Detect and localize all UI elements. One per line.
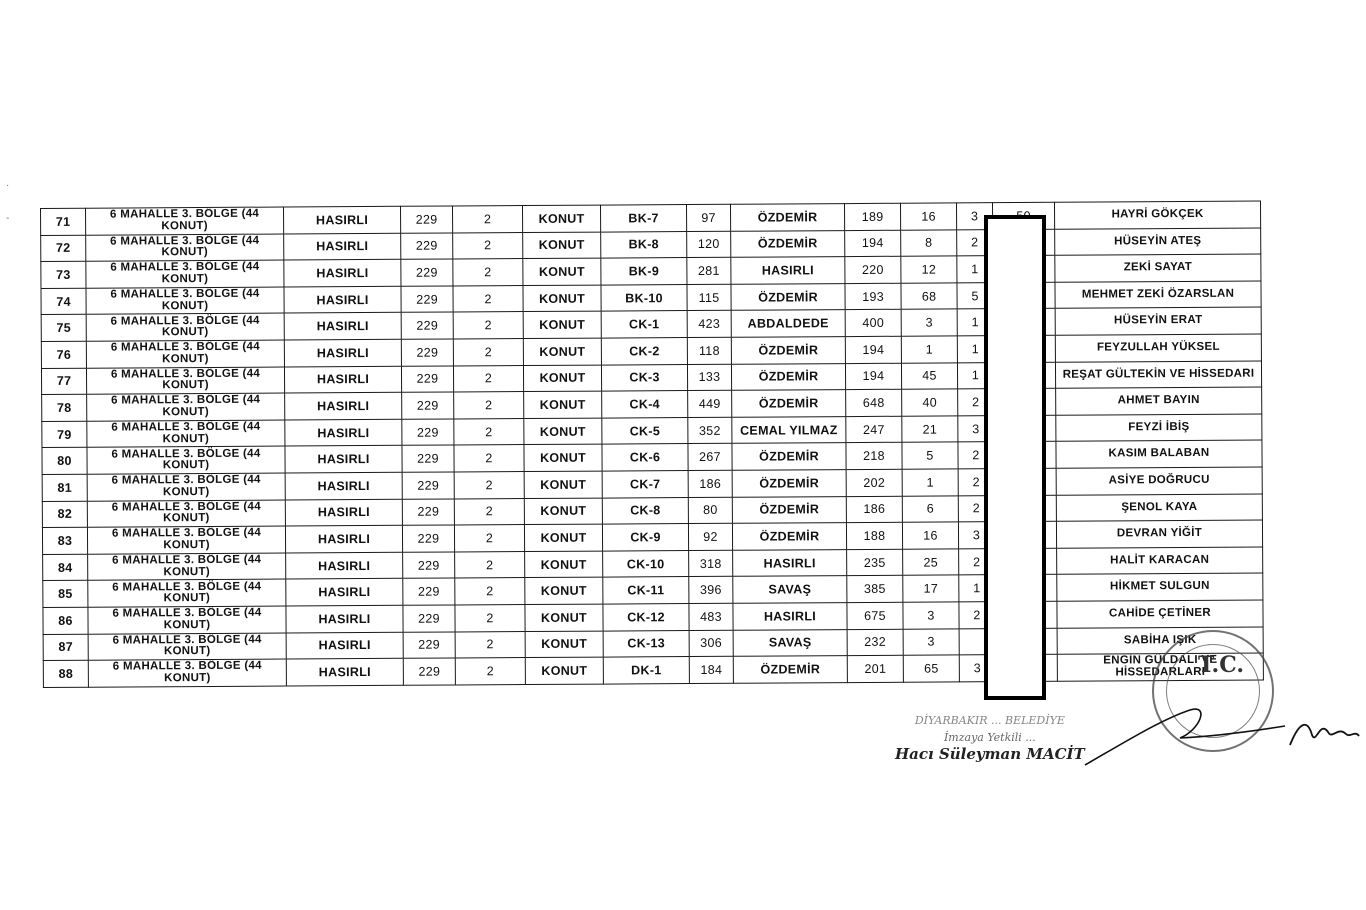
value3-cell: 1 (957, 256, 993, 283)
neighborhood-cell: HASIRLI (731, 257, 845, 284)
parsel-cell: 2 (454, 445, 524, 472)
owner-name-cell: HALİT KARACAN (1057, 547, 1263, 575)
owner-name-cell: DEVRAN YİĞİT (1056, 520, 1262, 548)
neighborhood-cell: ÖZDEMİR (730, 204, 844, 231)
value1-cell: 202 (846, 469, 902, 496)
neighborhood-cell: ÖZDEMİR (732, 390, 846, 417)
ada-cell: 229 (402, 445, 454, 472)
parsel-cell: 2 (452, 206, 522, 233)
location-cell: 6 MAHALLE 3. BÖLGE (44 KONUT) (86, 313, 284, 341)
location-cell: 6 MAHALLE 3. BÖLGE (44 KONUT) (86, 207, 284, 235)
block-cell: BK-9 (601, 258, 687, 285)
location-cell: 6 MAHALLE 3. BÖLGE (44 KONUT) (86, 367, 284, 395)
area-cell: 184 (689, 656, 733, 683)
area-cell: 483 (689, 603, 733, 630)
usage-type-cell: KONUT (523, 258, 601, 285)
owner-name-cell: KASIM BALABAN (1056, 440, 1262, 468)
owner-name-cell: MEHMET ZEKİ ÖZARSLAN (1055, 281, 1261, 309)
usage-type-cell: KONUT (525, 657, 603, 684)
area-cell: 281 (687, 257, 731, 284)
neighborhood-cell: ÖZDEMİR (733, 656, 847, 683)
district-cell: HASIRLI (285, 446, 402, 473)
block-cell: CK-2 (601, 338, 687, 365)
location-cell: 6 MAHALLE 3. BÖLGE (44 KONUT) (87, 500, 285, 528)
value2-cell: 16 (902, 522, 958, 549)
owner-name-cell: ZEKİ SAYAT (1055, 254, 1261, 282)
location-cell: 6 MAHALLE 3. BÖLGE (44 KONUT) (88, 659, 286, 687)
parsel-cell: 2 (455, 631, 525, 658)
location-cell: 6 MAHALLE 3. BÖLGE (44 KONUT) (86, 340, 284, 368)
district-cell: HASIRLI (286, 579, 403, 606)
value2-cell: 21 (902, 416, 958, 443)
value2-cell: 3 (903, 602, 959, 629)
location-cell: 6 MAHALLE 3. BÖLGE (44 KONUT) (87, 446, 285, 474)
usage-type-cell: KONUT (524, 524, 602, 551)
usage-type-cell: KONUT (523, 232, 601, 259)
ada-cell: 229 (402, 472, 454, 499)
value1-cell: 194 (845, 336, 901, 363)
block-cell: CK-6 (602, 444, 688, 471)
neighborhood-cell: ÖZDEMİR (731, 230, 845, 257)
signature-role: İmzaya Yetkili ... (943, 731, 1036, 744)
neighborhood-cell: ÖZDEMİR (731, 363, 845, 390)
ada-cell: 229 (403, 605, 455, 632)
owner-name-cell: CAHİDE ÇETİNER (1057, 600, 1263, 628)
neighborhood-cell: ÖZDEMİR (732, 470, 846, 497)
row-number: 75 (41, 315, 86, 342)
parsel-cell: 2 (454, 471, 524, 498)
row-number: 81 (42, 474, 87, 501)
value3-cell: 1 (957, 336, 993, 363)
row-number: 73 (41, 261, 86, 288)
stamp-text: T.C. (1198, 652, 1244, 678)
block-cell: CK-8 (602, 497, 688, 524)
parsel-cell: 2 (453, 339, 523, 366)
row-number: 87 (43, 634, 88, 661)
value2-cell: 68 (901, 283, 957, 310)
block-cell: DK-1 (603, 657, 689, 684)
ada-cell: 229 (401, 259, 453, 286)
location-cell: 6 MAHALLE 3. BÖLGE (44 KONUT) (88, 633, 286, 661)
parcel-table-sheet (40, 201, 1264, 688)
location-cell: 6 MAHALLE 3. BÖLGE (44 KONUT) (87, 393, 285, 421)
district-cell: HASIRLI (284, 233, 401, 260)
value2-cell: 1 (901, 336, 957, 363)
area-cell: 396 (689, 577, 733, 604)
ada-cell: 229 (401, 312, 453, 339)
neighborhood-cell: HASIRLI (733, 549, 847, 576)
value3-cell: 2 (957, 229, 993, 256)
usage-type-cell: KONUT (524, 444, 602, 471)
location-cell: 6 MAHALLE 3. BÖLGE (44 KONUT) (88, 553, 286, 581)
value2-cell: 8 (901, 229, 957, 256)
neighborhood-cell: SAVAŞ (733, 629, 847, 656)
usage-type-cell: KONUT (524, 391, 602, 418)
value3-cell: 3 (956, 203, 992, 230)
parsel-cell: 2 (455, 604, 525, 631)
parsel-cell: 2 (455, 658, 525, 685)
location-cell: 6 MAHALLE 3. BÖLGE (44 KONUT) (86, 234, 284, 262)
ada-cell: 229 (400, 206, 452, 233)
usage-type-cell: KONUT (524, 471, 602, 498)
area-cell: 423 (687, 311, 731, 338)
parsel-cell: 2 (453, 365, 523, 392)
parsel-cell: 2 (455, 551, 525, 578)
area-cell: 133 (687, 364, 731, 391)
row-number: 72 (41, 235, 86, 262)
district-cell: HASIRLI (285, 525, 402, 552)
district-cell: HASIRLI (286, 552, 403, 579)
parsel-cell: 2 (453, 285, 523, 312)
value1-cell: 385 (847, 576, 903, 603)
row-number: 77 (41, 368, 86, 395)
value2-cell: 45 (901, 362, 957, 389)
usage-type-cell: KONUT (523, 311, 601, 338)
value3-cell: 2 (958, 389, 994, 416)
block-cell: CK-1 (601, 311, 687, 338)
usage-type-cell: KONUT (523, 365, 601, 392)
value3-cell: 2 (959, 548, 995, 575)
usage-type-cell: KONUT (524, 418, 602, 445)
district-cell: HASIRLI (286, 632, 403, 659)
neighborhood-cell: ÖZDEMİR (732, 496, 846, 523)
parsel-cell: 2 (454, 498, 524, 525)
owner-name-cell: REŞAT GÜLTEKİN VE HİSSEDARI (1055, 361, 1261, 389)
district-cell: HASIRLI (283, 206, 400, 233)
district-cell: HASIRLI (284, 286, 401, 313)
value3-cell: 1 (959, 575, 995, 602)
district-cell: HASIRLI (285, 419, 402, 446)
ada-cell: 229 (401, 366, 453, 393)
location-cell: 6 MAHALLE 3. BÖLGE (44 KONUT) (86, 287, 284, 315)
owner-name-cell: HİKMET SULGUN (1057, 573, 1263, 601)
location-cell: 6 MAHALLE 3. BÖLGE (44 KONUT) (88, 606, 286, 634)
location-cell: 6 MAHALLE 3. BÖLGE (44 KONUT) (87, 473, 285, 501)
row-number: 85 (43, 581, 88, 608)
block-cell: CK-7 (602, 470, 688, 497)
parsel-cell: 2 (453, 259, 523, 286)
block-cell: CK-5 (602, 417, 688, 444)
value3-cell: 2 (959, 602, 995, 629)
row-number: 80 (42, 448, 87, 475)
value1-cell: 194 (845, 230, 901, 257)
owner-name-cell: FEYZİ İBİŞ (1056, 414, 1262, 442)
signature-institution: DİYARBAKIR ... BELEDİYE (914, 714, 1065, 727)
scan-margin-marks: · - (6, 180, 10, 224)
location-cell: 6 MAHALLE 3. BÖLGE (44 KONUT) (86, 260, 284, 288)
ada-cell: 229 (401, 339, 453, 366)
usage-type-cell: KONUT (525, 551, 603, 578)
value2-cell: 3 (901, 309, 957, 336)
owner-name-cell: HÜSEYİN ERAT (1055, 307, 1261, 335)
value1-cell: 193 (845, 283, 901, 310)
area-cell: 97 (686, 204, 730, 231)
neighborhood-cell: ÖZDEMİR (732, 443, 846, 470)
area-cell: 318 (689, 550, 733, 577)
row-number: 71 (41, 208, 86, 235)
owner-name-cell: HAYRİ GÖKÇEK (1054, 201, 1260, 229)
district-cell: HASIRLI (284, 313, 401, 340)
parsel-cell: 2 (453, 312, 523, 339)
area-cell: 306 (689, 630, 733, 657)
owner-name-cell: ASİYE DOĞRUCU (1056, 467, 1262, 495)
value2-cell: 5 (902, 442, 958, 469)
value1-cell: 235 (847, 549, 903, 576)
row-number: 83 (42, 527, 87, 554)
block-cell: CK-10 (603, 550, 689, 577)
district-cell: HASIRLI (285, 499, 402, 526)
row-number: 86 (43, 607, 88, 634)
block-cell: CK-3 (601, 364, 687, 391)
ada-cell: 229 (403, 658, 455, 685)
usage-type-cell: KONUT (523, 338, 601, 365)
location-cell: 6 MAHALLE 3. BÖLGE (44 KONUT) (87, 526, 285, 554)
signature-block (895, 712, 1085, 763)
block-cell: BK-7 (600, 205, 686, 232)
value3-cell: 3 (958, 415, 994, 442)
value2-cell: 25 (903, 549, 959, 576)
value3-cell: 1 (957, 362, 993, 389)
row-number: 79 (42, 421, 87, 448)
value3-cell: 3 (958, 522, 994, 549)
area-cell: 186 (688, 470, 732, 497)
row-number: 76 (41, 341, 86, 368)
value2-cell: 16 (900, 203, 956, 230)
value3-cell: 5 (957, 282, 993, 309)
value1-cell: 186 (846, 496, 902, 523)
row-number: 88 (43, 660, 88, 687)
area-cell: 449 (688, 390, 732, 417)
ada-cell: 229 (403, 631, 455, 658)
neighborhood-cell: ÖZDEMİR (731, 337, 845, 364)
area-cell: 115 (687, 284, 731, 311)
usage-type-cell: KONUT (525, 577, 603, 604)
block-cell: CK-11 (603, 577, 689, 604)
value1-cell: 218 (846, 443, 902, 470)
area-cell: 118 (687, 337, 731, 364)
block-cell: CK-9 (602, 524, 688, 551)
district-cell: HASIRLI (284, 339, 401, 366)
row-number: 78 (42, 394, 87, 421)
value3-cell: 2 (958, 469, 994, 496)
parcel-table (40, 201, 1264, 688)
value3-cell: 2 (958, 442, 994, 469)
area-cell: 120 (687, 231, 731, 258)
parsel-cell: 2 (454, 418, 524, 445)
value1-cell: 400 (845, 310, 901, 337)
ada-cell: 229 (402, 392, 454, 419)
value1-cell: 648 (846, 389, 902, 416)
value1-cell: 247 (846, 416, 902, 443)
value3-cell: 3 (959, 655, 995, 682)
usage-type-cell: KONUT (522, 205, 600, 232)
owner-name-cell: AHMET BAYIN (1056, 387, 1262, 415)
neighborhood-cell: HASIRLI (733, 602, 847, 629)
ada-cell: 229 (401, 233, 453, 260)
ada-cell: 229 (403, 552, 455, 579)
value2-cell: 1 (902, 469, 958, 496)
value2-cell: 17 (903, 575, 959, 602)
value1-cell: 189 (844, 203, 900, 230)
neighborhood-cell: SAVAŞ (733, 576, 847, 603)
area-cell: 92 (688, 523, 732, 550)
redaction-box (984, 215, 1046, 700)
value1-cell: 188 (846, 522, 902, 549)
usage-type-cell: KONUT (523, 285, 601, 312)
ada-cell: 229 (402, 419, 454, 446)
value2-cell: 65 (903, 655, 959, 682)
area-cell: 267 (688, 444, 732, 471)
block-cell: CK-12 (603, 603, 689, 630)
value1-cell: 201 (847, 655, 903, 682)
value2-cell: 3 (903, 628, 959, 655)
usage-type-cell: KONUT (525, 604, 603, 631)
value1-cell: 232 (847, 629, 903, 656)
row-number: 84 (43, 554, 88, 581)
value3-cell: 1 (957, 309, 993, 336)
block-cell: CK-13 (603, 630, 689, 657)
block-cell: CK-4 (602, 391, 688, 418)
district-cell: HASIRLI (284, 366, 401, 393)
row-number: 82 (42, 501, 87, 528)
handwritten-signature (1080, 690, 1360, 770)
signature-name: Hacı Süleyman MACİT (895, 745, 1085, 763)
parsel-cell: 2 (454, 525, 524, 552)
district-cell: HASIRLI (284, 259, 401, 286)
ada-cell: 229 (402, 499, 454, 526)
location-cell: 6 MAHALLE 3. BÖLGE (44 KONUT) (88, 579, 286, 607)
district-cell: HASIRLI (285, 472, 402, 499)
parsel-cell: 2 (453, 232, 523, 259)
area-cell: 352 (688, 417, 732, 444)
ada-cell: 229 (403, 578, 455, 605)
value3-cell: 2 (958, 495, 994, 522)
block-cell: BK-10 (601, 284, 687, 311)
owner-name-cell: FEYZULLAH YÜKSEL (1055, 334, 1261, 362)
ada-cell: 229 (402, 525, 454, 552)
neighborhood-cell: CEMAL YILMAZ (732, 416, 846, 443)
owner-name-cell: HÜSEYİN ATEŞ (1055, 228, 1261, 256)
usage-type-cell: KONUT (525, 631, 603, 658)
value2-cell: 40 (902, 389, 958, 416)
usage-type-cell: KONUT (524, 498, 602, 525)
parsel-cell: 2 (454, 392, 524, 419)
ada-cell: 229 (401, 286, 453, 313)
value1-cell: 675 (847, 602, 903, 629)
value1-cell: 220 (845, 256, 901, 283)
parsel-cell: 2 (455, 578, 525, 605)
neighborhood-cell: ÖZDEMİR (731, 283, 845, 310)
owner-name-cell: SABİHA IŞIK (1057, 627, 1263, 655)
location-cell: 6 MAHALLE 3. BÖLGE (44 KONUT) (87, 420, 285, 448)
neighborhood-cell: ÖZDEMİR (732, 523, 846, 550)
district-cell: HASIRLI (285, 392, 402, 419)
block-cell: BK-8 (601, 231, 687, 258)
area-cell: 80 (688, 497, 732, 524)
owner-name-cell: ENGİN GÜLDALI VE HİSSEDARLARI (1057, 653, 1263, 681)
value2-cell: 6 (902, 495, 958, 522)
neighborhood-cell: ABDALDEDE (731, 310, 845, 337)
district-cell: HASIRLI (286, 658, 403, 685)
value1-cell: 194 (845, 363, 901, 390)
row-number: 74 (41, 288, 86, 315)
value2-cell: 12 (901, 256, 957, 283)
owner-name-cell: ŞENOL KAYA (1056, 494, 1262, 522)
district-cell: HASIRLI (286, 605, 403, 632)
